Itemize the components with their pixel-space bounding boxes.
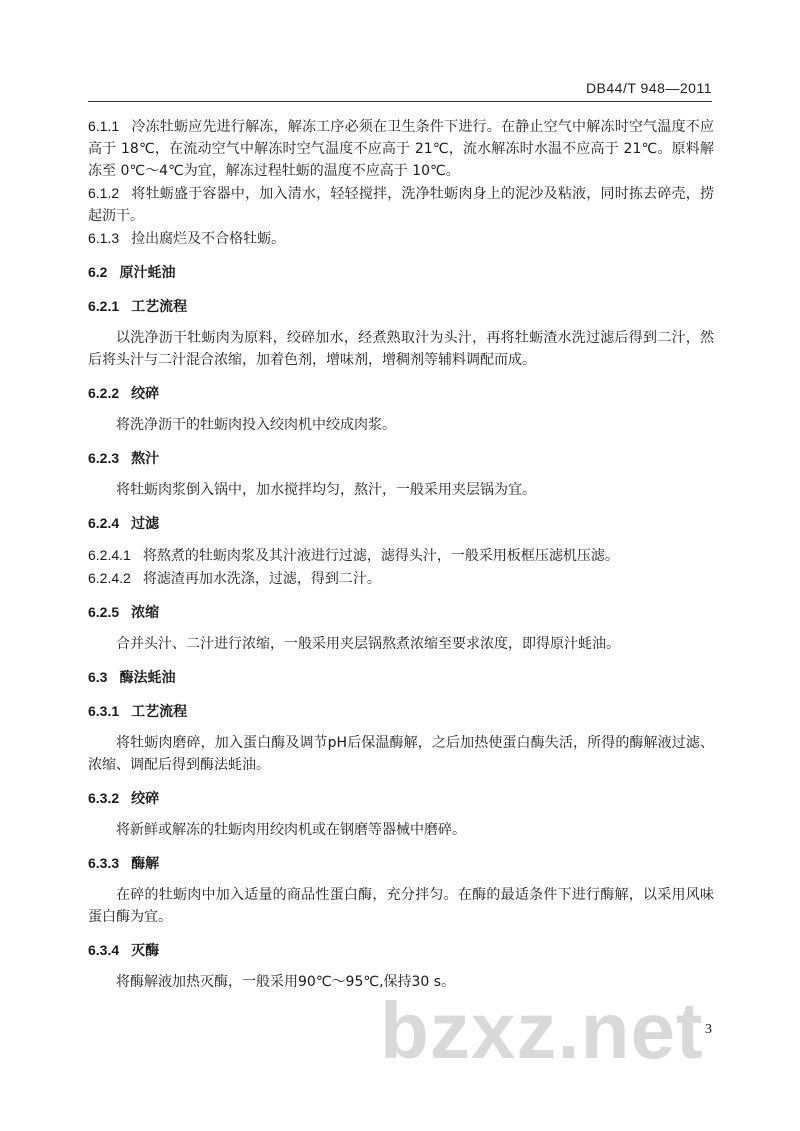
clause-text: 将熬煮的牡蛎肉浆及其汁液进行过滤，滤得头汁，一般采用板框压滤机压滤。 (142, 548, 619, 564)
clause-heading-6-3-4 (88, 939, 714, 962)
clause-6-2-4-1 (88, 544, 714, 567)
section-heading-6-3 (88, 666, 714, 689)
paragraph-6-3-3: 在碎的牡蛎肉中加入适量的商品性蛋白酶，充分拌匀。在酶的最适条件下进行酶解，以采用风味蛋白酶为宜。 (88, 887, 714, 925)
paragraph-6-2-3: 将牡蛎肉浆倒入锅中，加水搅拌均匀，熬汁，一般采用夹层锅为宜。 (116, 482, 536, 498)
clause-title: 熬汁 (131, 451, 160, 467)
clause-title: 工艺流程 (131, 299, 188, 315)
paragraph-6-3-4: 将酶解液加热灭酶，一般采用90℃～95℃,保持30 s。 (116, 974, 456, 990)
clause-heading-6-3-2 (88, 787, 714, 810)
clause-heading-6-2-2 (88, 382, 714, 405)
section-heading-6-2 (88, 261, 714, 284)
clause-title: 绞碎 (131, 386, 160, 402)
clause-heading-6-3-3 (88, 852, 714, 875)
paragraph-6-2-5: 合并头汁、二汁进行浓缩，一般采用夹层锅熬煮浓缩至要求浓度，即得原汁蚝油。 (116, 636, 620, 652)
clause-text: 冷冻牡蛎应先进行解冻，解冻工序必须在卫生条件下进行。在静止空气中解冻时空气温度不应高于 18℃，在流动空气中解冻时空气温度不应高于 21℃，流水解冻时水温不应高于 21℃。原料解冻至 0℃～4℃为宜，解冻过程牡蛎的温度不应高于 10℃。 (88, 119, 714, 179)
paragraph-6-3-1: 将牡蛎肉磨碎，加入蛋白酶及调节pH后保温酶解，之后加热使蛋白酶失活，所得的酶解液过滤、浓缩、调配后得到酶法蚝油。 (88, 735, 714, 773)
document-code: DB44/T 948—2011 (585, 80, 712, 96)
section-title: 酶法蚝油 (119, 670, 176, 686)
document-body (88, 115, 714, 993)
clause-number: 6.2.2 (88, 385, 120, 401)
clause-heading-6-2-4 (88, 512, 714, 535)
clause-heading-6-2-1 (88, 295, 714, 318)
clause-number: 6.2.4 (88, 515, 120, 531)
clause-number: 6.3.3 (88, 855, 120, 871)
clause-number: 6.2.1 (88, 298, 120, 314)
clause-text: 捡出腐烂及不合格牡蛎。 (131, 231, 286, 247)
clause-text: 将滤渣再加水洗涤，过滤，得到二汁。 (142, 571, 381, 587)
clause-number: 6.3.1 (88, 703, 120, 719)
clause-title: 酶解 (131, 856, 160, 872)
paragraph-6-2-1: 以洗净沥干牡蛎肉为原料，绞碎加水，经煮熟取汁为头汁，再将牡蛎渣水洗过滤后得到二汁，然后将头汁与二汁混合浓缩，加着色剂，增味剂，增稠剂等辅料调配而成。 (88, 330, 714, 368)
clause-title: 灭酶 (131, 943, 160, 959)
watermark: bzxz.net (380, 986, 704, 1075)
clause-number: 6.2.5 (88, 604, 120, 620)
clause-heading-6-3-1 (88, 700, 714, 723)
clause-number: 6.1.3 (88, 230, 120, 246)
clause-number: 6.1.2 (88, 185, 120, 201)
clause-number: 6.2.4.2 (88, 570, 131, 586)
section-title: 原汁蚝油 (119, 265, 176, 281)
paragraph-6-2-2: 将洗净沥干的牡蛎肉投入绞肉机中绞成肉浆。 (116, 417, 396, 433)
section-number: 6.2 (88, 264, 108, 280)
clause-title: 工艺流程 (131, 704, 188, 720)
header-rule (88, 101, 712, 102)
clause-number: 6.3.2 (88, 790, 120, 806)
clause-heading-6-2-3 (88, 447, 714, 470)
clause-6-1-1 (88, 115, 714, 182)
page-number: 3 (705, 1022, 712, 1037)
clause-text: 将牡蛎盛于容器中，加入清水，轻轻搅拌，洗净牡蛎肉身上的泥沙及粘液，同时拣去碎壳，捞起沥干。 (88, 186, 714, 224)
paragraph-6-3-2: 将新鲜或解冻的牡蛎肉用绞肉机或在钢磨等器械中磨碎。 (116, 822, 466, 838)
clause-6-1-2 (88, 182, 714, 227)
clause-6-1-3 (88, 227, 714, 250)
clause-heading-6-2-5 (88, 601, 714, 624)
clause-number: 6.2.3 (88, 450, 120, 466)
clause-number: 6.2.4.1 (88, 547, 131, 563)
clause-title: 绞碎 (131, 791, 160, 807)
clause-6-2-4-2 (88, 567, 714, 590)
clause-number: 6.1.1 (88, 118, 120, 134)
section-number: 6.3 (88, 669, 108, 685)
clause-title: 过滤 (131, 516, 160, 532)
clause-number: 6.3.4 (88, 942, 120, 958)
clause-title: 浓缩 (131, 605, 160, 621)
